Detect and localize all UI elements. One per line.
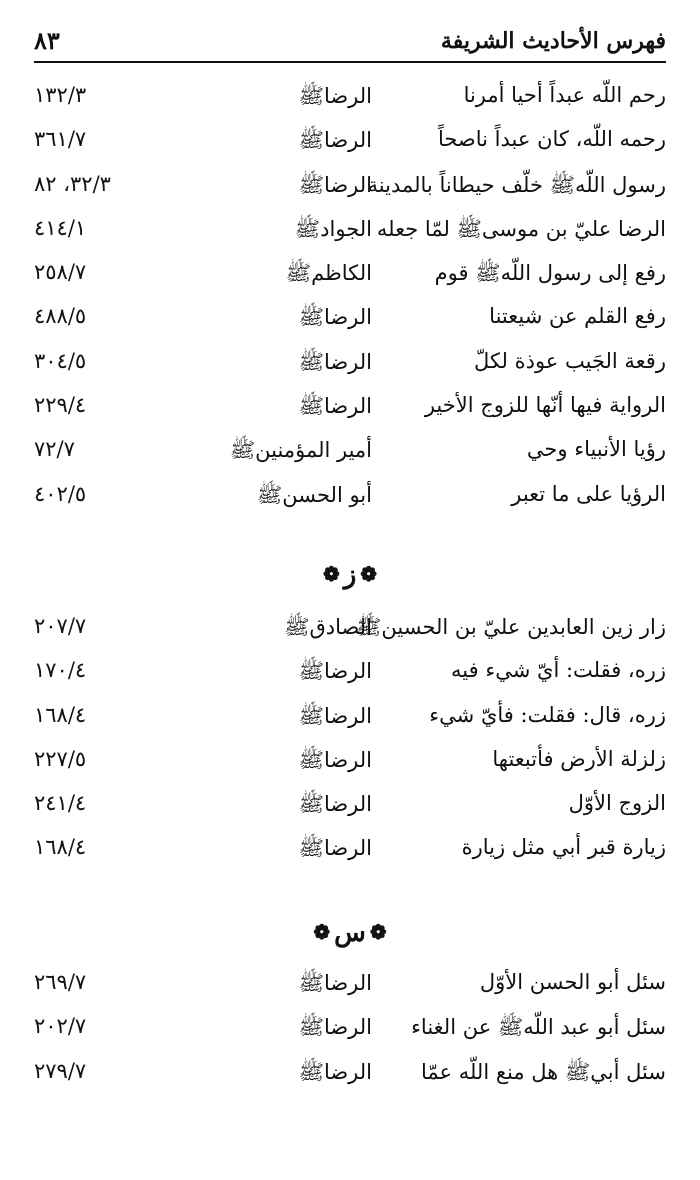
index-entry: [34, 385, 666, 429]
narrator: أبو الحسنﷺ: [256, 482, 372, 507]
narrator: الرضاﷺ: [298, 1059, 372, 1084]
hadith-incipit: الزوج الأوّل: [568, 791, 666, 816]
index-entry: [34, 208, 666, 252]
index-entry: [34, 962, 666, 1006]
narrator: الرضاﷺ: [298, 349, 372, 374]
running-title: فهرس الأحاديث الشريفة: [440, 28, 666, 54]
index-entry: [34, 783, 666, 827]
hadith-incipit: رسول اللّهﷺ خلّف حيطاناً بالمدينة: [367, 172, 666, 197]
header-rule: [34, 61, 666, 63]
hadith-incipit: سئل أبيﷺ هل منع اللّه عمّا: [420, 1059, 666, 1084]
volume-page-ref: ١٣٢/٣: [34, 83, 87, 107]
index-entry: [34, 341, 666, 385]
hadith-incipit: رقعة الجَيب عوذة لكلّ: [474, 348, 666, 373]
index-entry: [34, 606, 666, 650]
volume-page-ref: ٤٨٨/٥: [34, 304, 87, 329]
index-section-sin: [34, 962, 666, 1095]
hadith-incipit: سئل أبو عبد اللّهﷺ عن الغناء: [411, 1015, 666, 1040]
index-entry: [34, 474, 666, 518]
narrator: الرضاﷺ: [298, 172, 372, 197]
index-entry: [34, 1051, 666, 1095]
hadith-incipit: رحمه اللّه، كان عبداً ناصحاً: [437, 127, 666, 152]
volume-page-ref: ٢٧٩/٧: [34, 1058, 87, 1083]
volume-page-ref: ٤١٤/١: [34, 215, 87, 240]
volume-page-ref: ٢٠٢/٧: [34, 1014, 87, 1039]
hadith-incipit: زيارة قبر أبي مثل زيارة: [461, 835, 666, 860]
narrator: الرضاﷺ: [298, 128, 372, 153]
volume-page-ref: ٢٢٩/٤: [34, 393, 87, 418]
narrator: الرضاﷺ: [298, 394, 372, 419]
index-entry: [34, 164, 666, 208]
narrator: الكاظمﷺ: [285, 261, 372, 286]
hadith-incipit: رفع القلم عن شيعتنا: [489, 304, 666, 329]
volume-page-ref: ٣٦١/٧: [34, 127, 87, 152]
index-entry: [34, 296, 666, 340]
volume-page-ref: ٢٥٨/٧: [34, 260, 87, 285]
index-section-zay: [34, 606, 666, 872]
letter-heading-sin: [0, 918, 700, 948]
index-entry: [34, 827, 666, 871]
hadith-incipit: زره، قال: فقلت: فأيّ شيء: [429, 702, 666, 727]
volume-page-ref: ٣٠٤/٥: [34, 348, 87, 373]
ornament-icon: ❁: [322, 562, 340, 586]
letter-heading-zay: [0, 560, 700, 590]
index-entry: [34, 75, 666, 119]
index-entry: [34, 429, 666, 473]
index-entry: [34, 252, 666, 296]
volume-page-ref: ٣٢/٣، ٨٢: [34, 171, 111, 196]
hadith-incipit: رفع إلى رسول اللّهﷺ قوم: [434, 261, 666, 286]
index-entry: [34, 650, 666, 694]
index-entry: [34, 1006, 666, 1050]
volume-page-ref: ٧٢/٧: [34, 437, 75, 462]
narrator: أمير المؤمنينﷺ: [229, 438, 372, 463]
hadith-incipit: زلزلة الأرض فأتبعتها: [492, 746, 666, 771]
hadith-incipit: الرواية فيها أنّها للزوج الأخير: [424, 393, 666, 418]
narrator: الرضاﷺ: [298, 836, 372, 861]
narrator: الرضاﷺ: [298, 792, 372, 817]
index-entry: [34, 739, 666, 783]
hadith-incipit: زره، فقلت: أيّ شيء فيه: [451, 658, 666, 683]
ornament-icon: ❁: [313, 920, 331, 944]
narrator: الرضاﷺ: [298, 971, 372, 995]
narrator: الرضاﷺ: [298, 84, 372, 108]
narrator: الرضاﷺ: [298, 703, 372, 728]
hadith-incipit: رحم اللّه عبداً أحيا أمرنا: [463, 83, 666, 107]
volume-page-ref: ٤٠٢/٥: [34, 481, 87, 506]
volume-page-ref: ١٦٨/٤: [34, 702, 87, 727]
page-number: ٨٣: [34, 26, 60, 55]
hadith-incipit: الرضا عليّ بن موسىﷺ لمّا جعله: [376, 216, 666, 241]
index-entry: [34, 695, 666, 739]
narrator: الجوادﷺ: [294, 216, 372, 241]
hadith-incipit: سئل أبو الحسن الأوّل: [479, 970, 666, 994]
narrator: الصادقﷺ: [284, 615, 372, 639]
volume-page-ref: ٢٤١/٤: [34, 791, 87, 816]
volume-page-ref: ١٧٠/٤: [34, 658, 87, 683]
page-header: [34, 22, 666, 62]
narrator: الرضاﷺ: [298, 659, 372, 684]
section-letter: ز: [343, 560, 357, 590]
ornament-icon: ❁: [360, 562, 378, 586]
hadith-incipit: زار زين العابدين عليّ بن الحسينﷺ: [356, 615, 666, 639]
index-section-ra: [34, 75, 666, 518]
volume-page-ref: ١٦٨/٤: [34, 835, 87, 860]
section-letter: س: [334, 918, 366, 948]
narrator: الرضاﷺ: [298, 1015, 372, 1040]
index-entry: [34, 119, 666, 163]
ornament-icon: ❁: [369, 920, 387, 944]
narrator: الرضاﷺ: [298, 747, 372, 772]
volume-page-ref: ٢٠٧/٧: [34, 614, 87, 638]
narrator: الرضاﷺ: [298, 305, 372, 330]
volume-page-ref: ٢٦٩/٧: [34, 970, 87, 994]
hadith-incipit: رؤيا الأنبياء وحي: [526, 437, 666, 462]
hadith-incipit: الرؤيا على ما تعبر: [511, 481, 666, 506]
volume-page-ref: ٢٢٧/٥: [34, 746, 87, 771]
